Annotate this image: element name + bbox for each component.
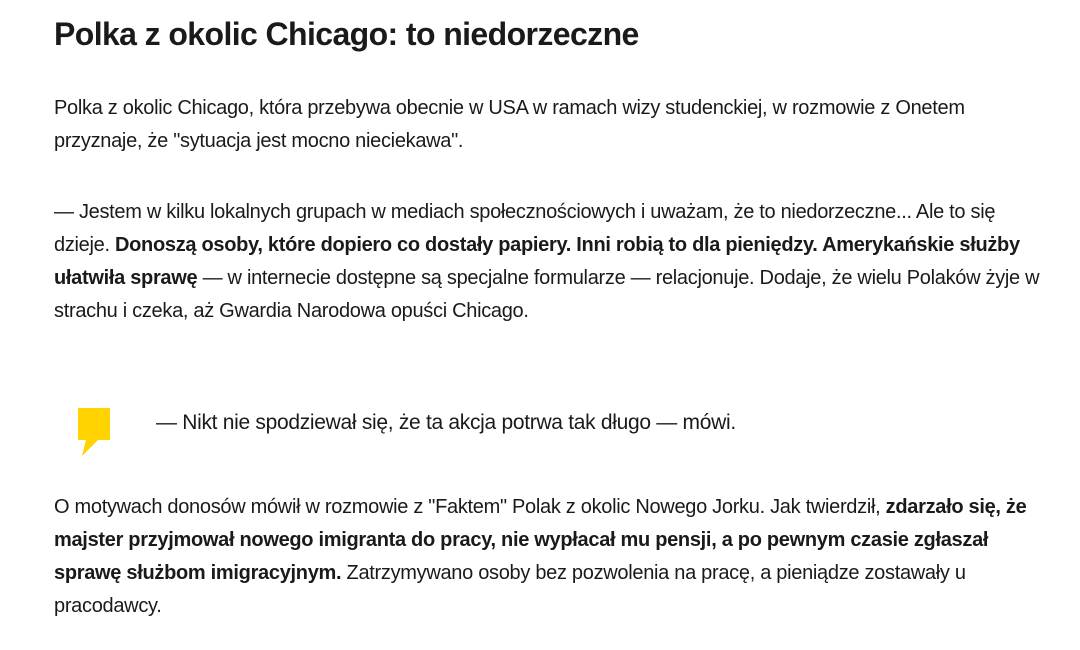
paragraph-motives [54,491,1044,623]
paragraph-motives-text-2: Zatrzymywano osoby bez pozwolenia na pracę, a pieniądze zostawały u pracodawcy. [54,562,966,617]
paragraph-intro-text: Polka z okolic Chicago, która przebywa obecnie w USA w ramach wizy studenckiej, w rozmowie z Onetem przyznaje, że "sytuacja jest mocno nieciekawa". [54,97,965,152]
paragraph-testimony-bold: Donoszą osoby, które dopiero co dostały papiery. Inni robią to dla pieniędzy. Amerykańskie służby ułatwiła sprawę [54,234,1020,289]
paragraph-testimony [54,196,1044,328]
quote-mark-icon [78,408,112,456]
paragraph-motives-bold: zdarzało się, że majster przyjmował nowego imigranta do pracy, nie wypłacał mu pensji, a po pewnym czasie zgłaszał sprawę służbom imigracyjnym. [54,496,1027,584]
paragraph-motives-text-1: O motywach donosów mówił w rozmowie z "Faktem" Polak z okolic Nowego Jorku. Jak twierdził, [54,496,886,518]
pull-quote [78,404,978,460]
paragraph-testimony-text-1: — Jestem w kilku lokalnych grupach w mediach społecznościowych i uważam, że to niedorzeczne... Ale to się dzieje. [54,201,996,256]
paragraph-intro [54,92,1044,158]
pull-quote-text: — Nikt nie spodziewał się, że ta akcja potrwa tak długo — mówi. [156,411,736,434]
section-heading: Polka z okolic Chicago: to niedorzeczne [54,16,639,52]
paragraph-testimony-text-2: — w internecie dostępne są specjalne formularze — relacjonuje. Dodaje, że wielu Polaków żyje w strachu i czeka, aż Gwardia Narodowa opuści Chicago. [54,267,1040,322]
